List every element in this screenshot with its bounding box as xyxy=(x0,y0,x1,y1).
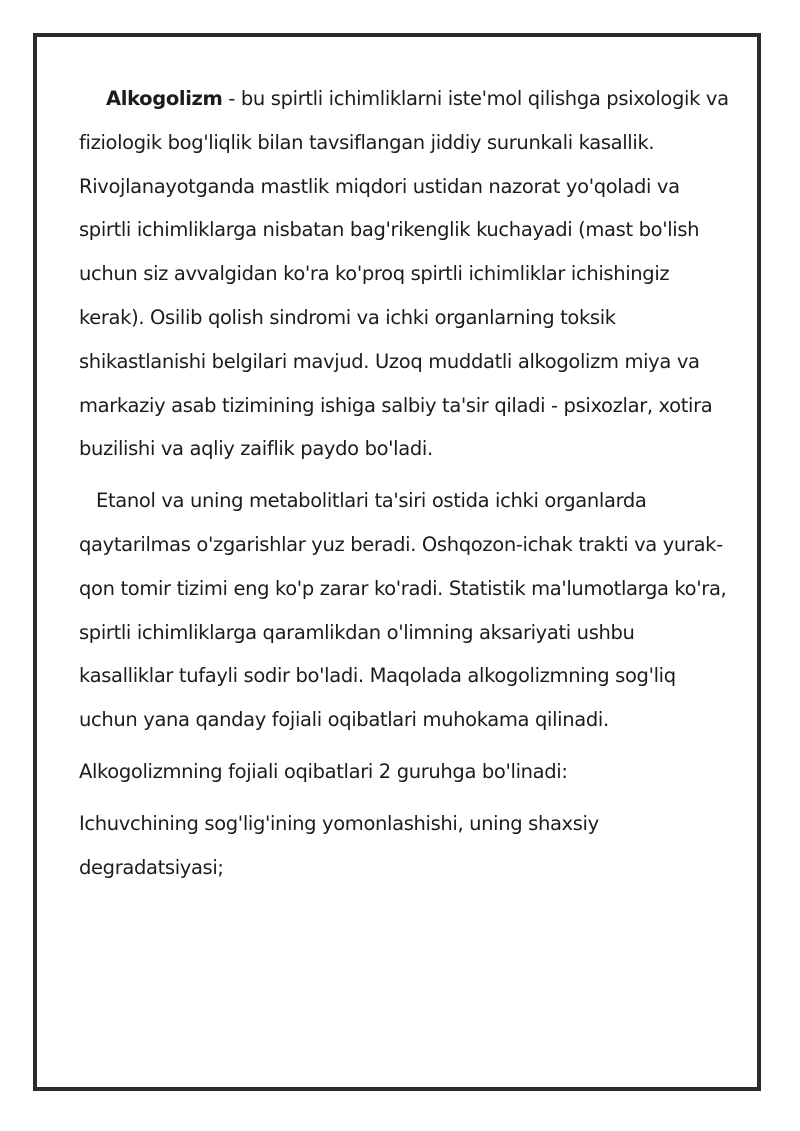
paragraph-effects: Etanol va uning metabolitlari ta'siri ostida ichki organlarda qaytarilmas o'zgarishlar yuz beradi. Oshqozon-ichak trakti va yurak-qon tomir tizimi eng ko'p zarar ko'radi. Statistik ma'lumotlarga ko'ra, spirtli ichimliklarga qaramlikdan o'limning aksariyati ushbu kasalliklar tufayli sodir bo'ladi. Maqolada alkogolizmning sog'liq uchun yana qanday fojiali oqibatlari muhokama qilinadi. xyxy=(79,489,727,732)
document-body xyxy=(79,77,729,889)
definition-text: - bu spirtli ichimliklarni iste'mol qilishga psixologik va fiziologik bog'liqlik bilan tavsiflangan jiddiy surunkali kasallik. Rivojlanayotganda mastlik miqdori ustidan nazorat yo'qoladi va spirtli ichimliklarga nisbatan bag'rikenglik kuchayadi (mast bo'lish uchun siz avvalgidan ko'ra ko'proq spirtli ichimliklar ichishingiz kerak). Osilib qolish sindromi va ichki organlarning toksik shikastlanishi belgilari mavjud. Uzoq muddatli alkogolizm miya va markaziy asab tizimining ishiga salbiy ta'sir qiladi - psixozlar, xotira buzilishi va aqliy zaiflik paydo bo'ladi. xyxy=(79,87,729,461)
paragraph-consequence-item: Ichuvchining sog'lig'ining yomonlashishi, uning shaxsiy degradatsiyasi; xyxy=(79,811,599,879)
paragraph-definition xyxy=(79,77,729,471)
term-alkogolizm: Alkogolizm xyxy=(106,87,223,110)
paragraph-consequences-intro: Alkogolizmning fojiali oqibatlari 2 guruhga bo'linadi: xyxy=(79,759,568,783)
page-frame xyxy=(33,33,761,1091)
